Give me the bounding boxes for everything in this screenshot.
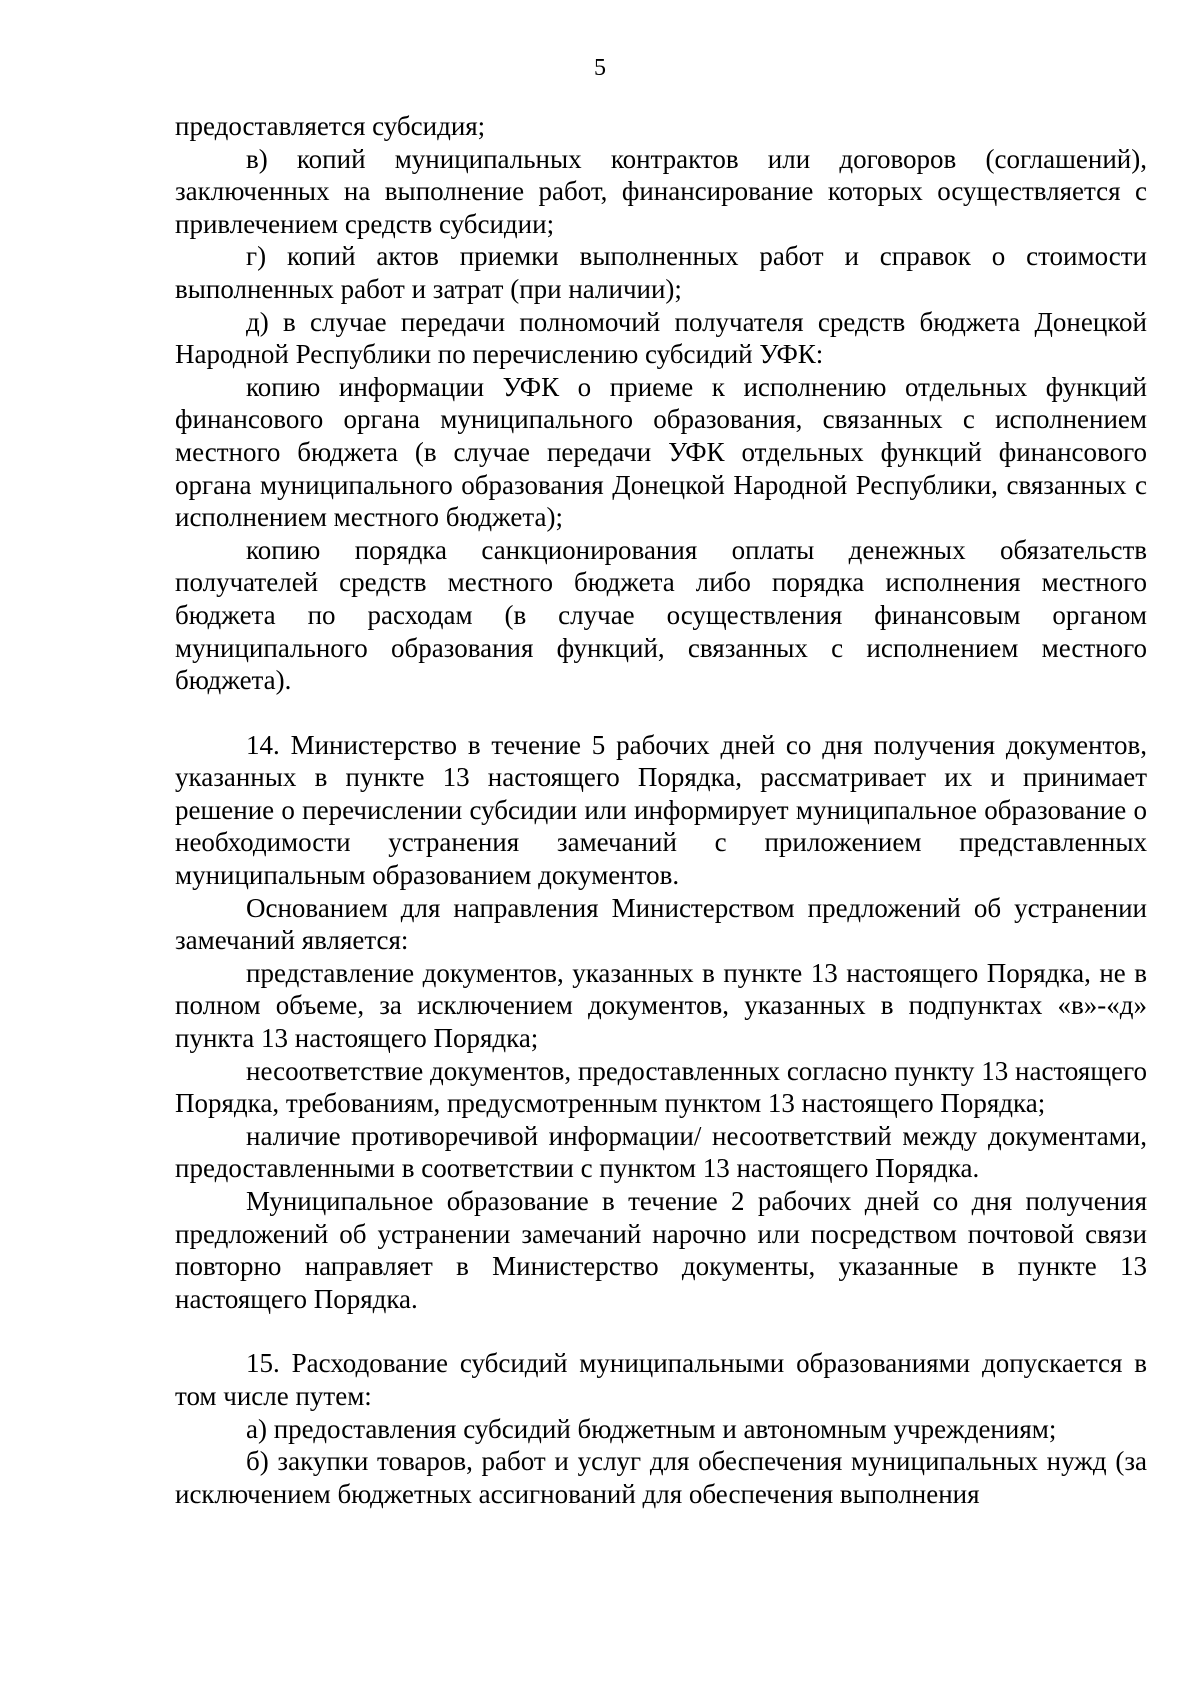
paragraph-section-15: 15. Расходование субсидий муниципальными образованиями допускается в том числе путем: (175, 1348, 1147, 1411)
paragraph-item-b: б) закупки товаров, работ и услуг для обеспечения муниципальных нужд (за исключением бюджетных ассигнований для обеспечения выполнения (175, 1446, 1147, 1509)
paragraph-resubmission: Муниципальное образование в течение 2 рабочих дней со дня получения предложений об устранении замечаний нарочно или посредством почтовой связи повторно направляет в Министерство документы, указанные в пункте 13 настоящего Порядка. (175, 1186, 1147, 1314)
paragraph-continuation: предоставляется субсидия; (175, 111, 486, 141)
paragraph-noncompliance: несоответствие документов, предоставленных согласно пункту 13 настоящего Порядка, требованиям, предусмотренным пунктом 13 настоящего Порядка; (175, 1055, 1147, 1119)
paragraph-item-v: в) копий муниципальных контрактов или договоров (соглашений), заключенных на выполнение работ, финансирование которых осуществляется с привлечением средств субсидии; (175, 143, 1147, 239)
paragraph-item-g: г) копий актов приемки выполненных работ и справок о стоимости выполненных работ и затрат (при наличии); (175, 241, 1147, 304)
paragraph-item-a: а) предоставления субсидий бюджетным и автономным учреждениям; (246, 1413, 1057, 1444)
paragraph-grounds: Основанием для направления Министерством предложений об устранении замечаний является: (175, 892, 1147, 956)
paragraph-sanction-order: копию порядка санкционирования оплаты денежных обязательств получателей средств местного бюджета либо порядка исполнения местного бюджета по расходам (в случае осуществления финансовым органом муниципального образования функций, связанных с исполнением местного бюджета). (175, 534, 1147, 696)
paragraph-ufk-info: копию информации УФК о приеме к исполнению отдельных функций финансового органа муниципального образования, связанных с исполнением местного бюджета (в случае передачи УФК отдельных функций финансового органа муниципального образования Донецкой Народной Республики, связанных с исполнением местного бюджета); (175, 371, 1147, 533)
paragraph-contradictions: наличие противоречивой информации/ несоответствий между документами, предоставленными в соответствии с пунктом 13 настоящего Порядка. (175, 1120, 1147, 1184)
paragraph-incomplete-docs: представление документов, указанных в пункте 13 настоящего Порядка, не в полном объеме, за исключением документов, указанных в подпунктах «в»-«д» пункта 13 настоящего Порядка; (175, 957, 1147, 1054)
paragraph-section-14: 14. Министерство в течение 5 рабочих дней со дня получения документов, указанных в пункте 13 настоящего Порядка, рассматривает их и принимает решение о перечислении субсидии или информирует муниципальное образование о необходимости устранения замечаний с приложением представленных муниципальным образованием документов. (175, 729, 1147, 891)
page-number: 5 (594, 55, 606, 81)
document-body (175, 110, 1147, 1510)
paragraph-item-d: д) в случае передачи полномочий получателя средств бюджета Донецкой Народной Республики по перечислению субсидий УФК: (175, 306, 1147, 370)
